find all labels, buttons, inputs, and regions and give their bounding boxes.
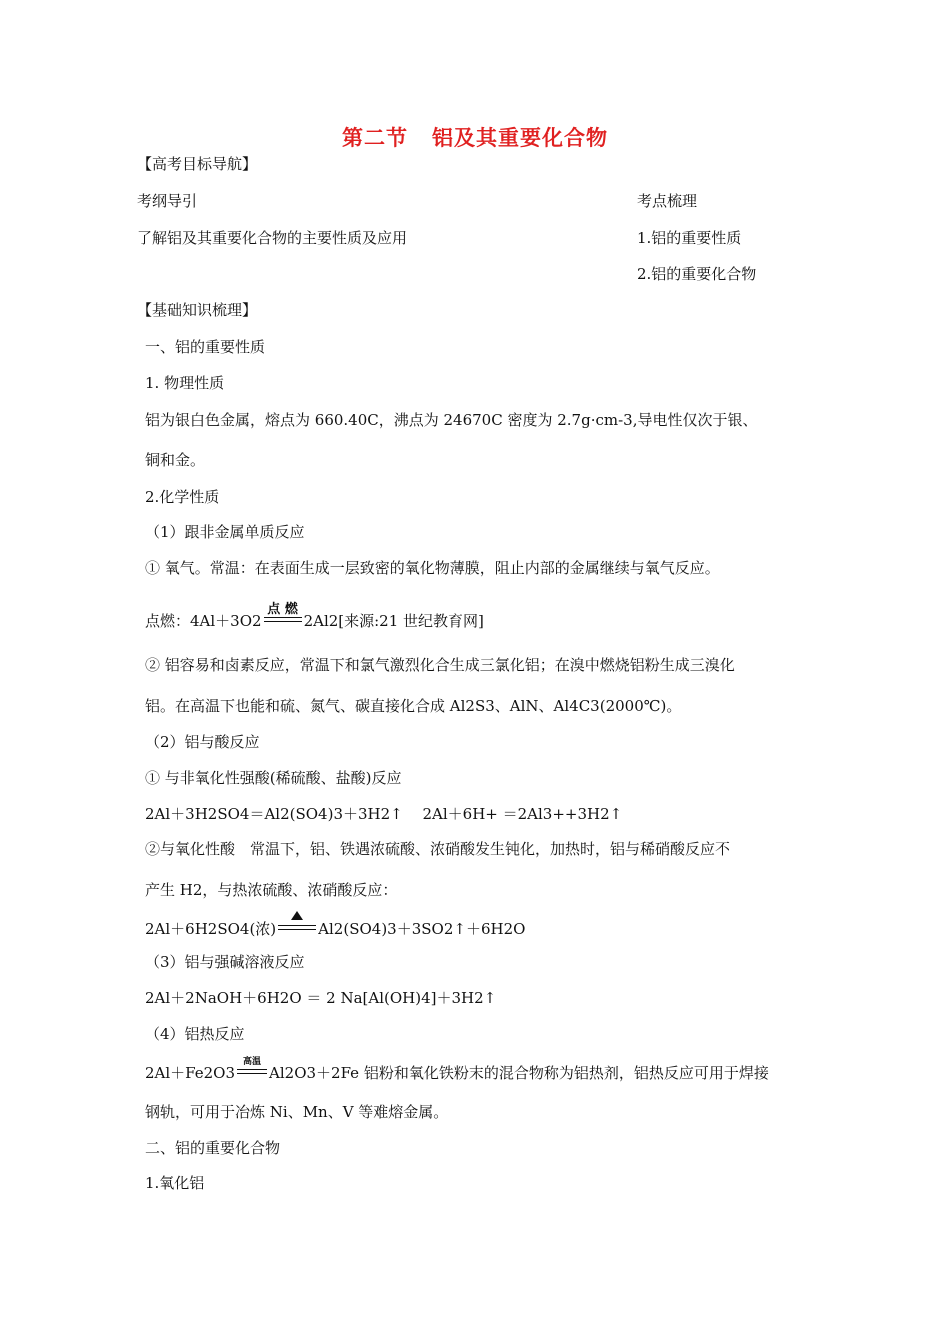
thermite-equation-left: 2Al＋Fe2O3	[145, 1064, 236, 1082]
thermite-equation	[145, 1057, 769, 1083]
alumina-heading: 1.氧化铝	[145, 1174, 205, 1192]
nonoxidizing-acid-text: ① 与非氧化性强酸(稀硫酸、盐酸)反应	[145, 769, 402, 787]
chemical-properties-heading: 2.化学性质	[145, 488, 220, 506]
section-2-heading: 二、铝的重要化合物	[145, 1139, 281, 1157]
reaction-condition-arrow	[262, 602, 304, 628]
thermite-heading: （4）铝热反应	[145, 1025, 245, 1043]
ignition-equation	[145, 602, 484, 631]
nav-heading: 【高考目标导航】	[137, 155, 258, 173]
thermite-text-2: 钢轨，可用于冶炼 Ni、Mn、V 等难熔金属。	[145, 1103, 449, 1121]
page-title	[0, 122, 950, 152]
halogen-reaction-text-2: 铝。在高温下也能和硫、氮气、碳直接化合成 Al2S3、AlN、Al4C3(2000℃)。	[145, 697, 682, 715]
condition-label-ignite: 点 燃	[267, 602, 298, 617]
condition-label-high-temp: 高温	[243, 1057, 262, 1067]
conc-acid-equation-right: Al2(SO4)3＋3SO2↑＋6H2O	[318, 920, 526, 938]
title-topic: 铝及其重要化合物	[432, 126, 608, 150]
acid-equation: 2Al＋3H2SO4＝Al2(SO4)3＋3H2↑ 2Al＋6H+ ＝2Al3++3H2↑	[145, 805, 623, 823]
acid-reaction-heading: （2）铝与酸反应	[145, 733, 260, 751]
section-1-heading: 一、铝的重要性质	[145, 338, 266, 356]
ignition-equation-left: 点燃：4Al＋3O2	[145, 612, 262, 630]
heat-condition-arrow	[276, 918, 318, 936]
basics-heading: 【基础知识梳理】	[137, 301, 258, 319]
oxidizing-acid-text-1: ②与氧化性酸 常温下，铝、铁遇浓硫酸、浓硝酸发生钝化，加热时，铝与稀硝酸反应不	[145, 840, 731, 858]
physical-properties-heading: 1. 物理性质	[145, 374, 225, 392]
base-reaction-heading: （3）铝与强碱溶液反应	[145, 953, 305, 971]
ignition-equation-right: 2Al2[来源:21 世纪教育网]	[303, 612, 484, 630]
thermite-equation-right: Al2O3＋2Fe 铝粉和氧化铁粉末的混合物称为铝热剂，铝热反应可用于焊接	[269, 1064, 769, 1082]
conc-acid-equation	[145, 918, 525, 939]
syllabus-header: 考纲导引	[137, 192, 198, 210]
oxidizing-acid-text-2: 产生 H2，与热浓硫酸、浓硝酸反应：	[145, 881, 398, 899]
heat-triangle-icon	[291, 911, 303, 920]
oxygen-reaction-text: ① 氧气。常温：在表面生成一层致密的氧化物薄膜，阻止内部的金属继续与氧气反应。	[145, 559, 720, 577]
nonmetal-reaction-heading: （1）跟非金属单质反应	[145, 523, 305, 541]
physical-properties-text-2: 铜和金。	[145, 451, 206, 469]
syllabus-item: 了解铝及其重要化合物的主要性质及应用	[137, 229, 408, 247]
title-section-number: 第二节	[342, 126, 408, 150]
conc-acid-equation-left: 2Al＋6H2SO4(浓)	[145, 920, 277, 938]
keypoints-header: 考点梳理	[637, 192, 698, 210]
physical-properties-text-1: 铝为银白色金属，熔点为 660.40C，沸点为 24670C 密度为 2.7g·cm-3,导电性仅次于银、	[145, 411, 758, 429]
keypoint-item-2: 2.铝的重要化合物	[637, 265, 757, 283]
high-temp-condition-arrow	[235, 1057, 269, 1080]
halogen-reaction-text-1: ② 铝容易和卤素反应，常温下和氯气激烈化合生成三氯化铝；在溴中燃烧铝粉生成三溴化	[145, 656, 735, 674]
base-equation: 2Al＋2NaOH＋6H2O ＝ 2 Na[Al(OH)4]＋3H2↑	[145, 989, 497, 1007]
keypoint-item-1: 1.铝的重要性质	[637, 229, 742, 247]
